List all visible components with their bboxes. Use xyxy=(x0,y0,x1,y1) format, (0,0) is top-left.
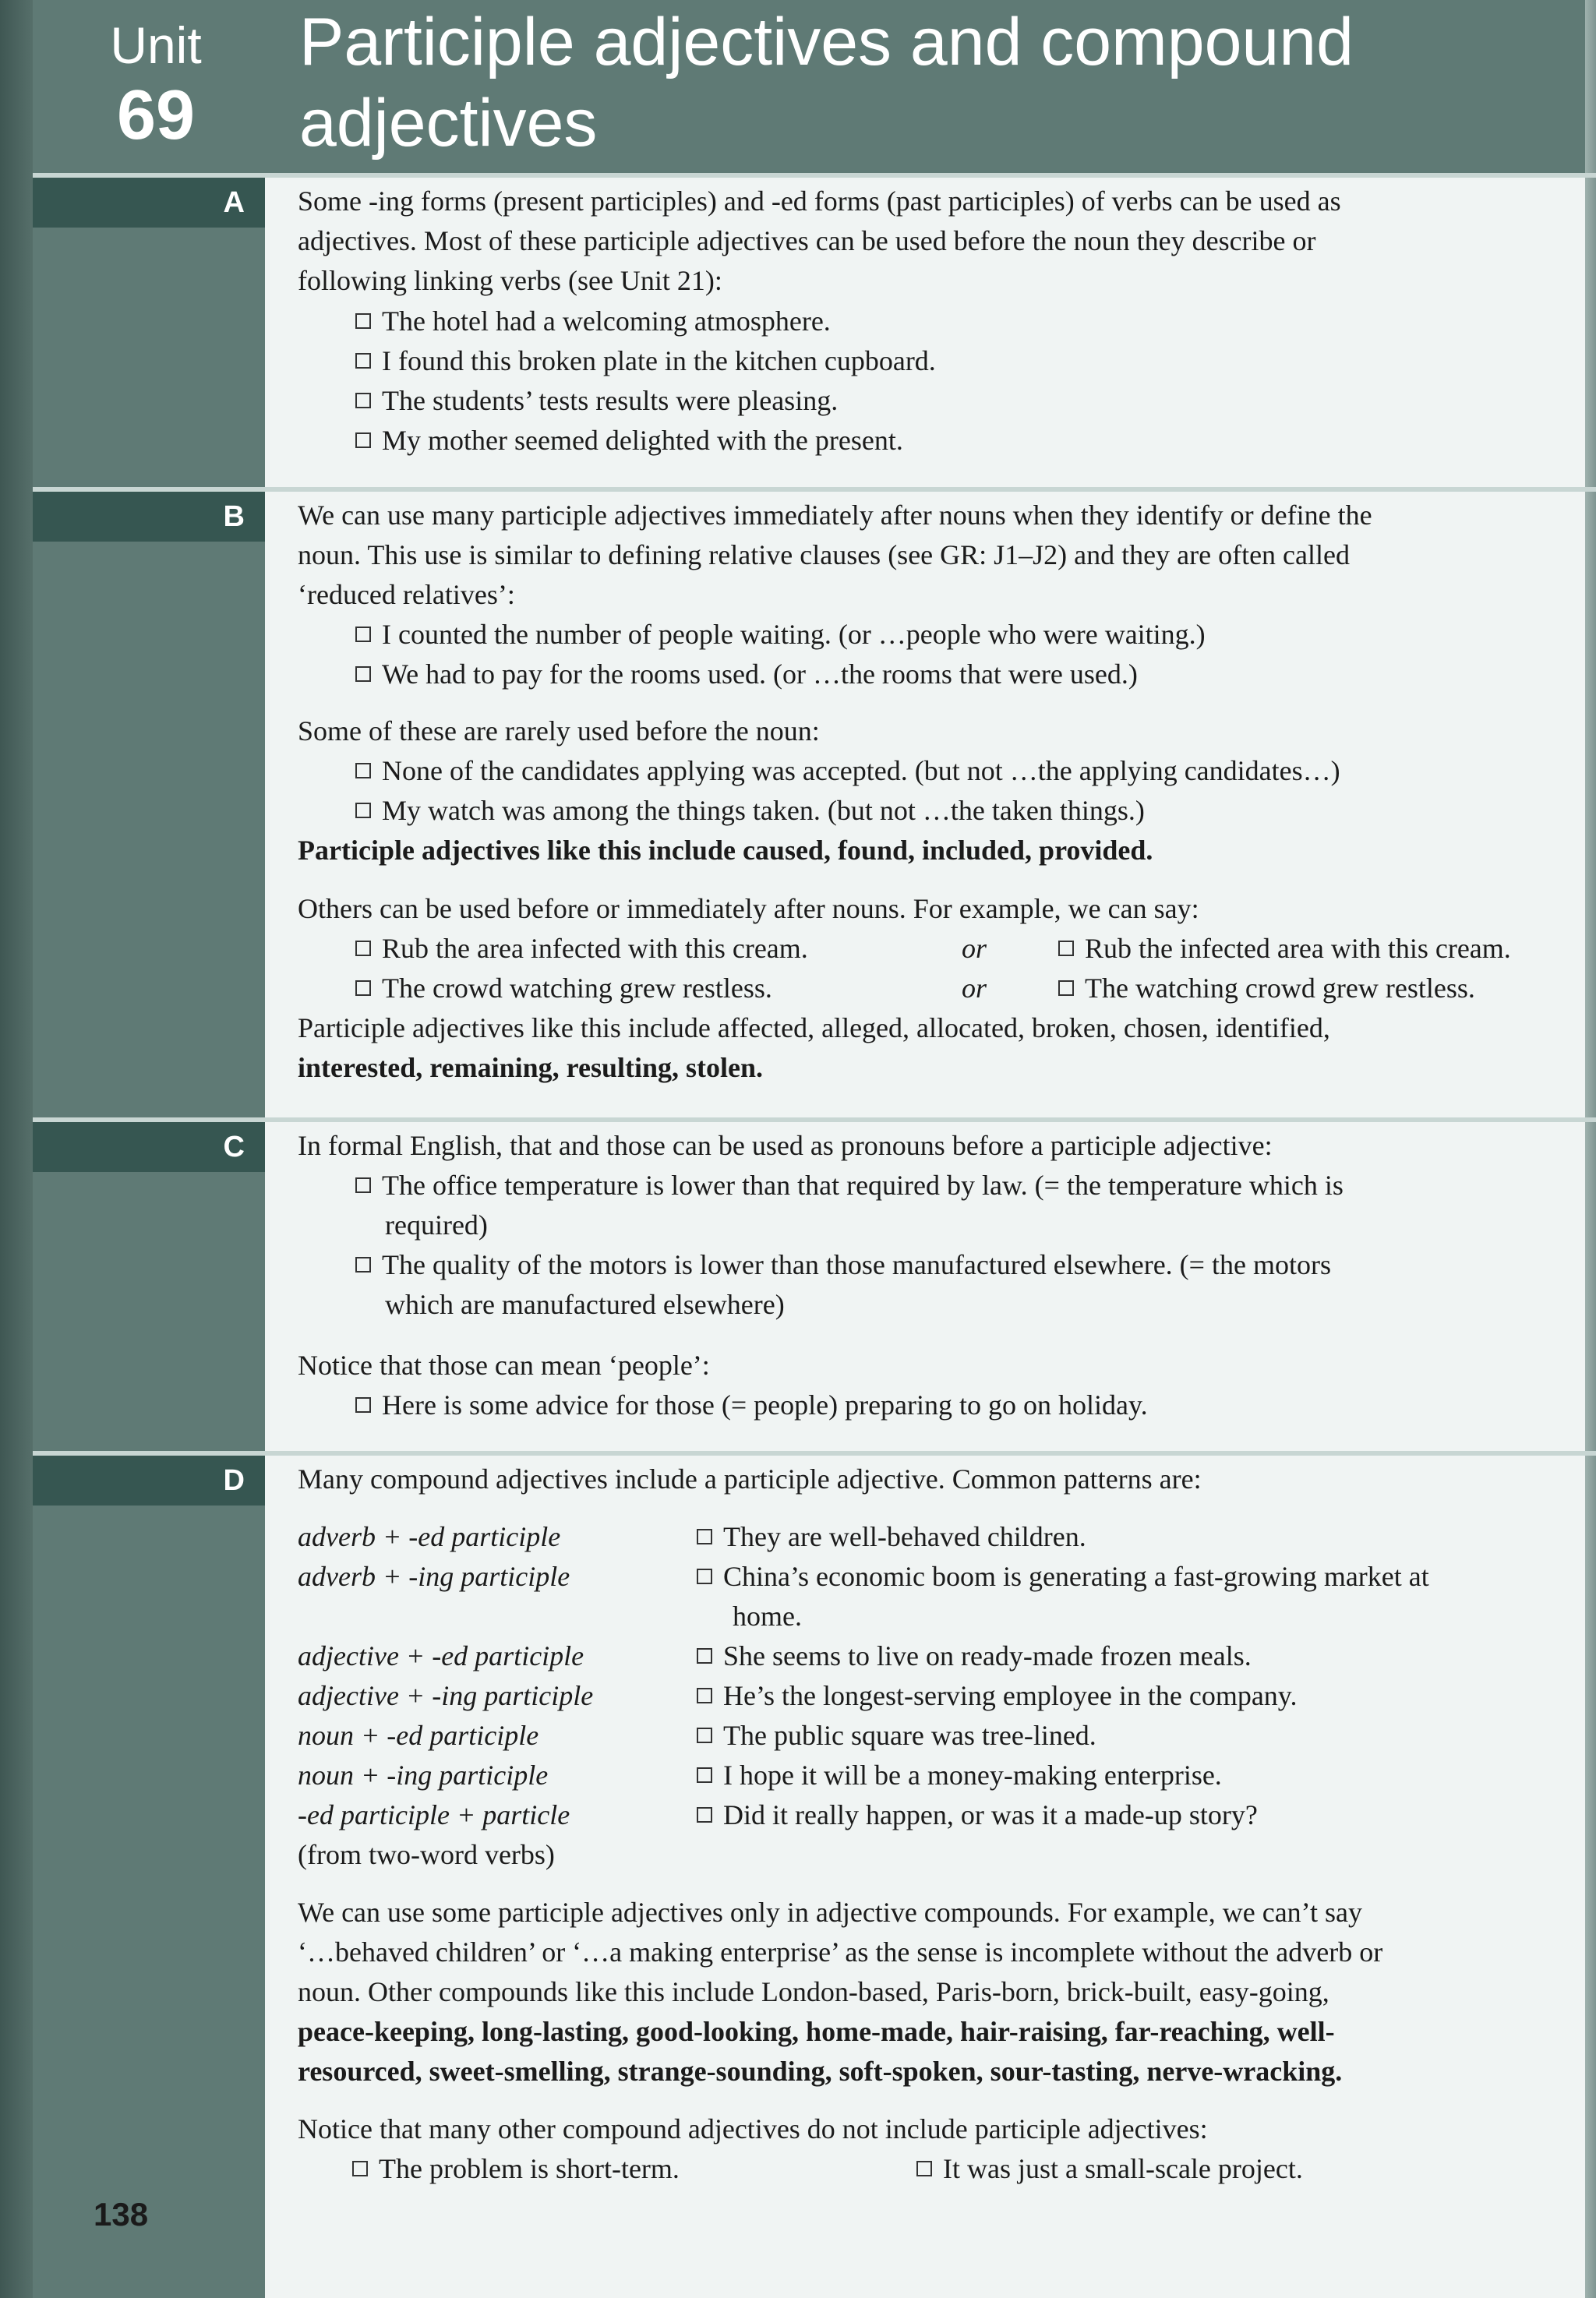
pattern-example xyxy=(697,1760,1222,1791)
pattern-example xyxy=(697,1521,1086,1552)
checkbox-icon xyxy=(697,1529,712,1544)
pattern-label: adverb + -ing participle xyxy=(298,1561,570,1592)
checkbox-icon xyxy=(355,1397,371,1413)
section-a-bar xyxy=(33,178,265,228)
checkbox-icon xyxy=(355,941,371,956)
example-item xyxy=(352,2153,680,2184)
example-item xyxy=(355,1249,1331,1280)
other-compounds-notice: Notice that many other compound adjectives do not include participle adjectives: xyxy=(298,2113,1208,2144)
pattern-label: noun + -ing participle xyxy=(298,1760,549,1791)
example-item xyxy=(355,1170,1344,1201)
checkbox-icon xyxy=(355,432,371,448)
title-line-1: Participle adjectives and compound xyxy=(299,5,1354,79)
example-item xyxy=(355,1389,1148,1421)
section-d-bar xyxy=(33,1456,265,1506)
checkbox-icon xyxy=(1058,980,1074,996)
example-text: None of the candidates applying was accepted. (but not …the applying candidates…) xyxy=(382,755,1340,786)
page-edge xyxy=(1585,0,1596,2298)
pattern-label-note: (from two-word verbs) xyxy=(298,1839,555,1870)
checkbox-icon xyxy=(355,313,371,329)
unit-number: 69 xyxy=(116,76,196,154)
example-item xyxy=(355,795,1145,826)
section-b-intro-line-1: We can use many participle adjectives immediately after nouns when they identify or define the xyxy=(298,499,1372,531)
example-text: They are well-behaved children. xyxy=(723,1521,1086,1552)
example-item xyxy=(355,755,1340,786)
example-item xyxy=(916,2153,1303,2184)
pattern-label: noun + -ed participle xyxy=(298,1720,539,1751)
only-compounds-line-3: noun. Other compounds like this include London-based, Paris-born, brick-built, easy-going, xyxy=(298,1976,1329,2007)
example-text: She seems to live on ready-made frozen meals. xyxy=(723,1640,1252,1671)
pattern-label: adverb + -ed participle xyxy=(298,1521,561,1552)
pair-right xyxy=(1058,973,1475,1004)
participle-list-2-line-1: Participle adjectives like this include affected, alleged, allocated, broken, chosen, identified, xyxy=(298,1012,1330,1043)
example-text: Did it really happen, or was it a made-up story? xyxy=(723,1799,1258,1830)
only-compounds-line-4: peace-keeping, long-lasting, good-looking, home-made, hair-raising, far-reaching, well- xyxy=(298,2016,1335,2047)
example-text: It was just a small-scale project. xyxy=(943,2153,1303,2184)
example-text: Rub the area infected with this cream. xyxy=(382,933,808,964)
example-item xyxy=(355,425,903,456)
example-text: Here is some advice for those (= people) preparing to go on holiday. xyxy=(382,1389,1148,1421)
example-text: The students’ tests results were pleasing. xyxy=(382,385,839,416)
checkbox-icon xyxy=(355,666,371,682)
checkbox-icon xyxy=(697,1688,712,1703)
section-c-bar xyxy=(33,1122,265,1172)
example-item xyxy=(355,305,831,337)
others-intro: Others can be used before or immediately after nouns. For example, we can say: xyxy=(298,893,1199,924)
pattern-example xyxy=(697,1720,1096,1751)
pair-or: or xyxy=(962,973,987,1004)
example-text: We had to pay for the rooms used. (or …the rooms that were used.) xyxy=(382,658,1138,690)
example-text: The crowd watching grew restless. xyxy=(382,973,772,1004)
checkbox-icon xyxy=(355,393,371,408)
section-divider xyxy=(33,487,1596,492)
pattern-label: adjective + -ing participle xyxy=(298,1680,594,1711)
example-text: Rub the infected area with this cream. xyxy=(1085,933,1511,964)
pattern-example xyxy=(697,1561,1429,1592)
example-text: The public square was tree-lined. xyxy=(723,1720,1096,1751)
checkbox-icon xyxy=(352,2161,368,2176)
example-text: The watching crowd grew restless. xyxy=(1085,973,1475,1004)
example-text: The quality of the motors is lower than those manufactured elsewhere. (= the motors xyxy=(382,1249,1331,1280)
checkbox-icon xyxy=(355,1257,371,1273)
checkbox-icon xyxy=(355,803,371,818)
checkbox-icon xyxy=(355,1177,371,1193)
checkbox-icon xyxy=(355,627,371,642)
participle-list-2-line-2: interested, remaining, resulting, stolen. xyxy=(298,1052,763,1083)
pattern-example xyxy=(697,1799,1258,1830)
section-b-intro-line-2: noun. This use is similar to defining relative clauses (see GR: J1–J2) and they are often called xyxy=(298,539,1350,570)
only-compounds-line-2: ‘…behaved children’ or ‘…a making enterprise’ as the sense is incomplete without the adverb or xyxy=(298,1936,1383,1968)
book-spine xyxy=(0,0,33,2298)
checkbox-icon xyxy=(697,1807,712,1823)
section-b-intro-line-3: ‘reduced relatives’: xyxy=(298,579,515,610)
pair-right xyxy=(1058,933,1511,964)
rarely-used-intro: Some of these are rarely used before the noun: xyxy=(298,715,820,747)
only-compounds-line-5: resourced, sweet-smelling, strange-sounding, soft-spoken, sour-tasting, nerve-wracking. xyxy=(298,2056,1343,2087)
section-divider xyxy=(33,1451,1596,1456)
section-c-intro: In formal English, that and those can be used as pronouns before a participle adjective: xyxy=(298,1130,1273,1161)
page-title xyxy=(299,2,1354,164)
checkbox-icon xyxy=(697,1569,712,1584)
pattern-label: -ed participle + particle xyxy=(298,1799,570,1830)
checkbox-icon xyxy=(355,353,371,369)
example-text: I counted the number of people waiting. (or …people who were waiting.) xyxy=(382,619,1206,650)
section-a-intro-line-1: Some -ing forms (present participles) and -ed forms (past participles) of verbs can be used as xyxy=(298,185,1341,217)
section-d-label: D xyxy=(223,1464,245,1497)
section-a-label: A xyxy=(223,186,245,219)
pair-left xyxy=(355,933,808,964)
pattern-label: adjective + -ed participle xyxy=(298,1640,584,1671)
pattern-example xyxy=(697,1680,1297,1711)
example-text: China’s economic boom is generating a fast-growing market at xyxy=(723,1561,1429,1592)
pattern-example xyxy=(697,1640,1252,1671)
section-b-label: B xyxy=(223,500,245,533)
checkbox-icon xyxy=(916,2161,932,2176)
example-text: My mother seemed delighted with the present. xyxy=(382,425,903,456)
example-text: The hotel had a welcoming atmosphere. xyxy=(382,305,831,337)
section-a-intro-line-3: following linking verbs (see Unit 21): xyxy=(298,265,722,296)
example-text: The problem is short-term. xyxy=(379,2153,680,2184)
example-item xyxy=(355,385,838,416)
pair-or: or xyxy=(962,933,987,964)
checkbox-icon xyxy=(697,1767,712,1783)
section-c-label: C xyxy=(223,1131,245,1163)
example-item xyxy=(355,619,1206,650)
example-item xyxy=(355,345,936,376)
section-a-intro-line-2: adjectives. Most of these participle adjectives can be used before the noun they describe or xyxy=(298,225,1316,256)
checkbox-icon xyxy=(697,1728,712,1743)
example-text: I found this broken plate in the kitchen cupboard. xyxy=(382,345,936,376)
example-item xyxy=(355,658,1138,690)
checkbox-icon xyxy=(355,763,371,778)
checkbox-icon xyxy=(697,1648,712,1664)
example-continuation: home. xyxy=(733,1601,802,1632)
those-notice: Notice that those can mean ‘people’: xyxy=(298,1350,710,1381)
checkbox-icon xyxy=(1058,941,1074,956)
unit-word: Unit xyxy=(110,16,202,74)
example-continuation: which are manufactured elsewhere) xyxy=(385,1289,785,1320)
example-continuation: required) xyxy=(385,1209,488,1241)
example-text: My watch was among the things taken. (but not …the taken things.) xyxy=(382,795,1145,826)
title-line-2: adjectives xyxy=(299,86,598,161)
only-compounds-line-1: We can use some participle adjectives only in adjective compounds. For example, we can’t say xyxy=(298,1897,1362,1928)
section-divider xyxy=(33,173,1596,178)
section-b-bar xyxy=(33,492,265,542)
section-divider xyxy=(33,1117,1596,1122)
pair-left xyxy=(355,973,772,1004)
page-header xyxy=(265,0,1596,173)
participle-list-1: Participle adjectives like this include caused, found, included, provided. xyxy=(298,835,1153,866)
example-text: I hope it will be a money-making enterprise. xyxy=(723,1760,1222,1791)
section-d-intro: Many compound adjectives include a participle adjective. Common patterns are: xyxy=(298,1463,1202,1495)
example-text: The office temperature is lower than that required by law. (= the temperature which is xyxy=(382,1170,1344,1201)
example-text: He’s the longest-serving employee in the company. xyxy=(723,1680,1298,1711)
page-number: 138 xyxy=(94,2196,149,2233)
checkbox-icon xyxy=(355,980,371,996)
unit-label xyxy=(47,14,265,170)
